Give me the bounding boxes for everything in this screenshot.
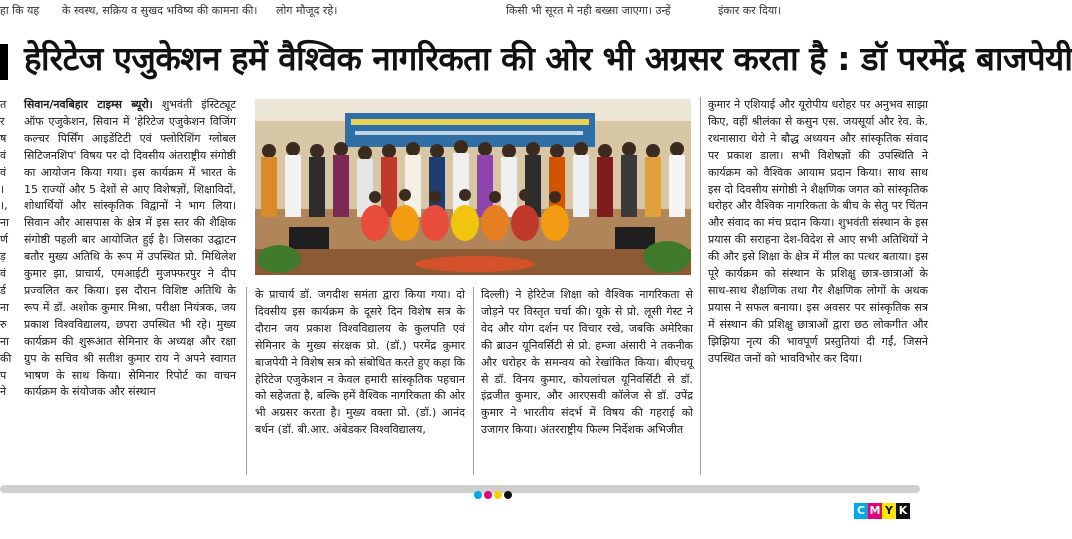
- cropped-text-fragment: र्ड: [0, 283, 6, 297]
- strip-fragment: इंकार कर दिया।: [718, 4, 782, 17]
- article-column-3: दिल्ली) ने हेरिटेज शिक्षा को वैश्विक नागरिकता से जोड़ने पर विस्तृत चर्चा की। यूके से प्रो. लूसी गेस्ट ने वेद और योग दर्शन पर विचार रखे, जबकि अमेरिका की ब्राउन यूनिवर्सिटी से प्रो. हम्जा अंसारी ने तकनीक और धरोहर के समन्वय को रेखांकित किया। बीएचयू से डॉ. विनय कुमार, कोयलांचल यूनिवर्सिटी से डॉ. इंद्रजीत कुमार, और आरएसवी कॉलेज से डॉ. उपेंद्र कुमार ने भारतीय संदर्भ में विषय की गहराई को उजागर किया। अंतरराष्ट्रीय फिल्म निर्देशक अभिजीत: [481, 288, 693, 437]
- cropped-text-fragment: रु: [0, 317, 7, 331]
- registration-dot: [494, 491, 502, 499]
- strip-fragment: लोग मौजूद रहे।: [276, 4, 338, 17]
- registration-marks: [474, 484, 514, 494]
- cropped-text-fragment: ।: [0, 182, 5, 196]
- cropped-text-fragment: ना: [0, 300, 9, 314]
- cmyk-magenta-swatch: M: [869, 504, 881, 517]
- registration-dot: [474, 491, 482, 499]
- cropped-text-fragment: र: [0, 114, 5, 128]
- registration-dot: [504, 491, 512, 499]
- cmyk-color-bar: [854, 499, 910, 517]
- registration-dot: [484, 491, 492, 499]
- cropped-text-fragment: ष: [0, 131, 7, 145]
- cropped-text-fragment: वं: [0, 148, 7, 162]
- article-headline: हेरिटेज एजुकेशन हमें वैश्विक नागरिकता की ओर भी अग्रसर करता है : डॉ परमेंद्र बाजपेयी: [24, 39, 1072, 78]
- article-column-1: [24, 97, 236, 477]
- page-bottom-rule: [0, 485, 920, 493]
- dateline: सिवान/नवबिहार टाइम्स ब्यूरो।: [24, 98, 153, 111]
- cropped-text-fragment: की: [0, 351, 12, 365]
- strip-fragment: हा कि यह: [0, 4, 40, 17]
- cropped-text-fragment: त: [0, 98, 7, 111]
- strip-fragment: के स्वस्थ, सक्रिय व सुखद भविष्य की कामना की।: [62, 4, 258, 17]
- cropped-text-fragment: वं: [0, 165, 7, 179]
- cropped-text-fragment: ड़: [0, 250, 6, 264]
- cropped-text-fragment: ने: [0, 385, 7, 399]
- column-1-text: शुभवंती इंस्टिट्यूट ऑफ एजुकेशन, सिवान में 'हेरिटेज एजुकेशन विजिंग कल्चर पिर्सिंग आइडेंटिटी एवं फ्लोरिशिंग ग्लोबल सिटिजनशिप' विषय पर दो दिवसीय अंतराष्ट्रीय संगोष्ठी का आयोजन किया गया। इस कार्यक्रम में भारत के 15 राज्यों और 5 देशों से आए विशेषज्ञों, शिक्षाविदों, शोधार्थियों और सांस्कृतिक विद्वानों ने भाग लिया। सिवान और आसपास के क्षेत्र में इस स्तर की शैक्षिक संगोष्ठी पहली बार आयोजित हुई है। जिसका उद्घाटन बतौर मुख्य अतिथि के रूप में उपस्थित प्रो. मिथिलेश कुमार झा, प्राचार्य, एमआईटी मुजफ्फरपुर ने दीप प्रज्वलित कर किया। इस दौरान विशिष्ट अतिथि के रूप में डॉ. अशोक कुमार मिश्रा, परीक्षा नियंत्रक, जय प्रकाश विश्वविद्यालय, छपरा उपस्थित भी रहे। मुख्य कार्यक्रम की शुरूआत सेमिनार के अध्यक्ष और रक्षा ग्रुप के सचिव श्री सतीश कुमार राय ने अपने स्वागत भाषण के साथ किया। सेमिनार रिपोर्ट का वाचन कार्यक्रम के संयोजक और संस्थान: [24, 98, 236, 399]
- cropped-text-fragment: ना: [0, 334, 9, 348]
- article-column-2: के प्राचार्य डॉ. जगदीश समंता द्वारा किया गया। दो दिवसीय इस कार्यक्रम के दूसरे दिन विशेष सत्र के दौरान जय प्रकाश विश्वविद्यालय के कुलपति एवं सेमिनार के मुख्य संरक्षक प्रो. (डॉ.) परमेंद्र कुमार बाजपेयी ने विशेष सत्र को संबोधित करते हुए कहा कि हेरिटेज एजुकेशन न केवल हमारी सांस्कृतिक पहचान को सहेजता है, बल्कि हमें वैश्विक नागरिकता की ओर भी अग्रसर करता है। मुख्य वक्ता प्रो. (डॉ.) आनंद बर्धन (डॉ. बी.आर. अंबेडकर विश्वविद्यालय,: [255, 288, 465, 437]
- column-divider: [473, 287, 474, 475]
- cropped-text-fragment: ना: [0, 216, 9, 230]
- previous-article-strip: [0, 0, 966, 22]
- cropped-text-fragment: ।,: [0, 199, 8, 213]
- article-column-4: कुमार ने एशियाई और यूरोपीय धरोहर पर अनुभव साझा किए, वहीं श्रीलंका से कसुन एस. जयसूर्या और रेव. के. रथनासारा थेरो ने बौद्ध अध्ययन और सांस्कृतिक संवाद पर प्रकाश डाला। सभी विशेषज्ञों की उपस्थिति ने कार्यक्रम को वैश्विक आयाम प्रदान किया। साथ साथ इस दो दिवसीय संगोष्ठी ने शैक्षणिक जगत को सांस्कृतिक धरोहर और वैश्विक नागरिकता के बीच के सेतु पर चिंतन और संवाद का मंच प्रदान किया। शुभवंती संस्थान के इस प्रयास की सराहना देश-विदेश से आए सभी अतिथियों ने की और इसे शिक्षा के क्षेत्र में मील का पत्थर बताया। इस पूरे कार्यक्रम को संस्थान के प्रशिक्षु छात्र-छात्राओं के साथ-साथ शैक्षणिक तथा गैर शैक्षणिक लोगों के अथक प्रयास ने सफल बनाया। इस अवसर पर सांस्कृतिक सत्र में संस्थान की प्रशिक्षु छात्राओं द्वारा छठ लोकगीत और झिझिया नृत्य की भावपूर्ण प्रस्तुतियां दी गईं, जिसने उपस्थित जनों को भावविभोर कर दिया।: [708, 98, 928, 365]
- cmyk-cyan-swatch: C: [854, 503, 868, 519]
- cropped-left-column: [0, 97, 14, 477]
- cropped-text-fragment: प: [0, 368, 7, 382]
- cmyk-black-swatch: K: [896, 503, 910, 519]
- cropped-text-fragment: वं: [0, 267, 7, 281]
- strip-fragment: किसी भी सूरत मे नही बख्सा जाएगा। उन्हें: [506, 4, 671, 17]
- cropped-text-fragment: र्ण: [0, 233, 8, 247]
- column-divider: [700, 97, 701, 475]
- event-group-photo: [255, 99, 691, 275]
- cmyk-yellow-swatch: Y: [882, 503, 896, 519]
- group-photo-icon: [255, 99, 691, 275]
- column-divider: [246, 287, 247, 475]
- column-rule-mark: [0, 44, 8, 80]
